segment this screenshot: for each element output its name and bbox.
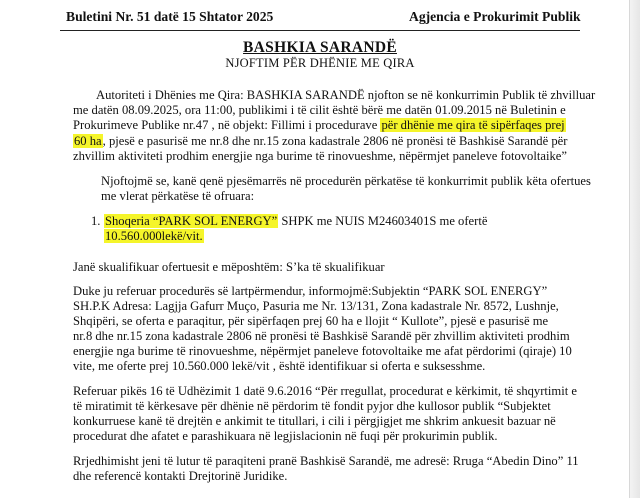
text-segment: , pjesë e pasurisë me nr.8 dhe nr.15 zona kadastrale 2806 në pronësi të Bashkisë Sarandë për — [102, 134, 568, 148]
page-title: BASHKIA SARANDË — [243, 39, 397, 56]
text-line — [73, 134, 567, 148]
text-line: Rrjedhimisht jeni të lutur të paraqiteni pranë Bashkisë Sarandë, me adresë: Rruga “Abedin Dino” 11 — [73, 454, 579, 468]
text-line: me datën 08.09.2025, ora 11:00, publikimi i të cilit është bërë me datën 01.09.2015 në Buletinin e — [73, 103, 566, 117]
text-line: Shqipëri, se oferta e paraqitur, për sipërfaqen prej 60 ha e llojit “ Kullote”, pjesë e pasurisë me — [73, 314, 549, 328]
text-line: SH.P.K Adresa: Lagjja Gafurr Muço, Pasuria me Nr. 13/131, Zona kadastrale Nr. 8572, Lushnje, — [73, 299, 559, 313]
header-divider — [60, 30, 580, 31]
bulletin-number: Buletini Nr. 51 datë 15 Shtator 2025 — [66, 9, 274, 24]
list-item — [104, 214, 487, 228]
text-line: procedurat dhe afatet e parashikuara në legjislacionin në fuqi për prokurimin publik. — [73, 429, 498, 443]
text-line: konkurruese kanë të drejtën e ankimit te titullari, i cili i përgjigjet me shkrim ankuesit bazuar në — [73, 414, 556, 428]
viewer-scroll-gutter — [629, 0, 640, 498]
agency-name: Agjencia e Prokurimit Publik — [409, 9, 581, 24]
highlighted-text: Shoqeria “PARK SOL ENERGY” — [105, 214, 278, 228]
text-line — [73, 118, 566, 132]
text-segment: Prokurimeve Publike nr.47 , në objekt: Fillimi i procedurave — [73, 118, 381, 132]
text-line: me vlerat përkatëse të ofruara: — [101, 189, 255, 203]
text-line: të miratimit të kërkesave për dhënie në përdorim të fondit pyjor dhe kullosor publik “Subjektet — [73, 399, 551, 413]
text-line: Duke ju referuar procedurës së lartpërmendur, informojmë:Subjektin “PARK SOL ENERGY” — [73, 284, 548, 298]
highlighted-text: 60 ha — [74, 134, 102, 148]
text-line: Referuar pikës 16 të Udhëzimit 1 datë 9.6.2016 “Për rregullat, procedurat e kërkimit, të shqyrtimit e — [73, 384, 577, 398]
list-item-continuation — [104, 229, 204, 243]
highlighted-text: për dhënie me qira të sipërfaqes prej — [381, 118, 565, 132]
text-line: zhvillim aktiviteti prodhim energjie nga burime të rinovueshme, nëpërmjet paneleve fotovoltaike” — [73, 149, 567, 163]
paragraph-disqualified: Janë skualifikuar ofertuesit e mëposhtëm: S’ka të skualifikuar — [73, 260, 385, 274]
text-line: energjie nga burime të rinovueshme, nëpërmjet paneleve fotovoltaike me afat përdorimi (qiraje) 10 — [73, 344, 572, 358]
list-item-number: 1. — [91, 214, 101, 228]
text-segment: SHPK me NUIS M24603401S me ofertë — [278, 214, 488, 228]
text-line: Autoriteti i Dhënies me Qira: BASHKIA SARANDË njofton se në konkurrimin Publik të zhvilluar — [96, 88, 596, 102]
text-line: vite, me oferte prej 10.560.000 lekë/vit , është identifikuar si oferta e suksesshme. — [73, 359, 486, 373]
page-subtitle: NJOFTIM PËR DHËNIE ME QIRA — [225, 56, 415, 70]
highlighted-text: 10.560.000lekë/vit. — [105, 229, 203, 243]
bulletin-header — [0, 0, 640, 30]
text-line: dhe referencë kontakti Drejtorinë Juridike. — [73, 469, 288, 483]
text-line: Njoftojmë se, kanë qenë pjesëmarrës në procedurën përkatëse të konkurrimit publik këta ofertues — [101, 174, 591, 188]
text-line: nr.8 dhe nr.15 zona kadastrale 2806 në pronësi të Bashkisë Sarandë për zhvillim aktiviteti prodhim — [73, 329, 570, 343]
